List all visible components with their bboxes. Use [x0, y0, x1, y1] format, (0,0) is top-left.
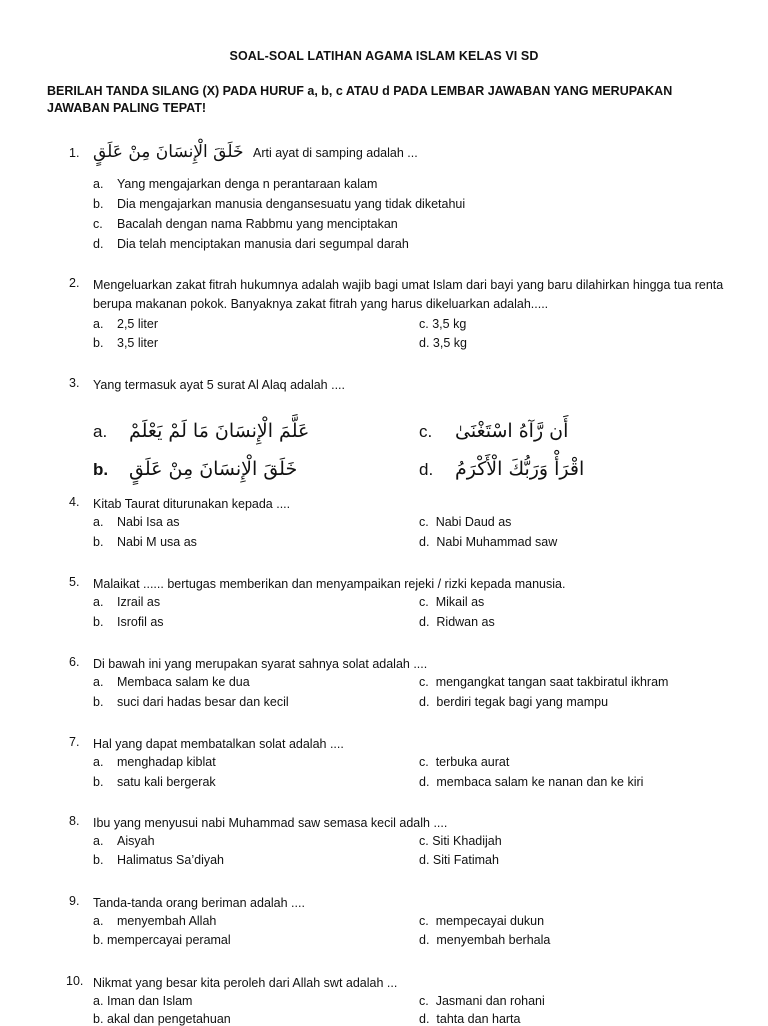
option-d: d. tahta dan harta [419, 1012, 521, 1026]
option-c: c. أَن رَّآهُ اسْتَغْنَىٰ [419, 420, 569, 442]
question-number: 1. [69, 146, 80, 160]
question-number: 5. [69, 575, 80, 589]
option-a: a. Aisyah [93, 834, 155, 848]
option-d: d. Siti Fatimah [419, 853, 499, 867]
question-text: Kitab Taurat diturunakan kepada .... [93, 497, 291, 511]
option-b: b. 3,5 liter [93, 336, 158, 350]
question-number: 4. [69, 495, 80, 509]
option-a: a. Nabi Isa as [93, 515, 180, 529]
option-c: c. Bacalah dengan nama Rabbmu yang menciptakan [93, 217, 398, 231]
question-number: 2. [69, 276, 80, 290]
option-b: b. Halimatus Sa’diyah [93, 853, 224, 867]
question-number: 10. [66, 974, 84, 988]
question-number: 9. [69, 894, 80, 908]
option-b: b. satu kali bergerak [93, 775, 216, 789]
option-b: b. Nabi M usa as [93, 535, 197, 549]
option-b: b. mempercayai peramal [93, 933, 231, 947]
option-d: d. menyembah berhala [419, 933, 551, 947]
question-text: Hal yang dapat membatalkan solat adalah .... [93, 737, 344, 751]
option-c: c. 3,5 kg [419, 317, 467, 331]
option-a: a. Iman dan Islam [93, 994, 193, 1008]
question-text [93, 143, 733, 163]
option-b: b. Dia mengajarkan manusia dengansesuatu yang tidak diketahui [93, 197, 466, 211]
option-c: c. Siti Khadijah [419, 834, 502, 848]
question-text: Nikmat yang besar kita peroleh dari Allah swt adalah ... [93, 976, 398, 990]
option-d: d. membaca salam ke nanan dan ke kiri [419, 775, 644, 789]
option-d: d. Ridwan as [419, 615, 495, 629]
question-number: 8. [69, 814, 80, 828]
option-d: d. berdiri tegak bagi yang mampu [419, 695, 609, 709]
option-d: d. اقْرَأْ وَرَبُّكَ الْأَكْرَمُ [419, 458, 585, 480]
option-a: a. Membaca salam ke dua [93, 675, 250, 689]
option-a: a. عَلَّمَ الْإِنسَانَ مَا لَمْ يَعْلَمْ [93, 420, 310, 442]
option-a: a. Yang mengajarkan denga n perantaraan kalam [93, 177, 378, 191]
option-b: b. Isrofil as [93, 615, 164, 629]
question-text: Tanda-tanda orang beriman adalah .... [93, 896, 305, 910]
option-d: d. Dia telah menciptakan manusia dari segumpal darah [93, 237, 409, 251]
question-stem: Arti ayat di samping adalah ... [253, 146, 418, 160]
option-c: c. Jasmani dan rohani [419, 994, 545, 1008]
option-c: c. mempecayai dukun [419, 914, 545, 928]
option-c: c. Nabi Daud as [419, 515, 512, 529]
question-number: 3. [69, 376, 80, 390]
arabic-verse: خَلَقَ الْإِنسَانَ مِنْ عَلَقٍ [93, 142, 244, 162]
option-c: c. terbuka aurat [419, 755, 510, 769]
instruction-text: BERILAH TANDA SILANG (X) PADA HURUF a, b, c ATAU d PADA LEMBAR JAWABAN YANG MERUPAKAN JAWABAN PALING TEPAT! [47, 84, 673, 115]
option-a: a. menghadap kiblat [93, 755, 216, 769]
page-title: SOAL-SOAL LATIHAN AGAMA ISLAM KELAS VI SD [229, 49, 539, 63]
option-b: b. خَلَقَ الْإِنسَانَ مِنْ عَلَقٍ [93, 458, 298, 480]
question-text: Ibu yang menyusui nabi Muhammad saw semasa kecil adalh .... [93, 816, 448, 830]
question-text: Mengeluarkan zakat fitrah hukumnya adalah wajib bagi umat Islam dari bayi yang baru dilahirkan hingga tua renta berupa makanan pokok. Banyaknya zakat fitrah yang harus dikeluarkan adalah..... [93, 278, 724, 311]
option-a: a. Izrail as [93, 595, 161, 609]
option-a: a. menyembah Allah [93, 914, 217, 928]
question-number: 7. [69, 735, 80, 749]
option-c: c. Mikail as [419, 595, 485, 609]
option-d: d. Nabi Muhammad saw [419, 535, 558, 549]
question-number: 6. [69, 655, 80, 669]
option-b: b. akal dan pengetahuan [93, 1012, 231, 1026]
question-text: Di bawah ini yang merupakan syarat sahnya solat adalah .... [93, 657, 428, 671]
question-text: Yang termasuk ayat 5 surat Al Alaq adalah .... [93, 378, 346, 392]
question-text: Malaikat ...... bertugas memberikan dan menyampaikan rejeki / rizki kepada manusia. [93, 577, 566, 591]
option-a: a. 2,5 liter [93, 317, 158, 331]
option-b: b. suci dari hadas besar dan kecil [93, 695, 289, 709]
option-d: d. 3,5 kg [419, 336, 467, 350]
option-c: c. mengangkat tangan saat takbiratul ikhram [419, 675, 669, 689]
